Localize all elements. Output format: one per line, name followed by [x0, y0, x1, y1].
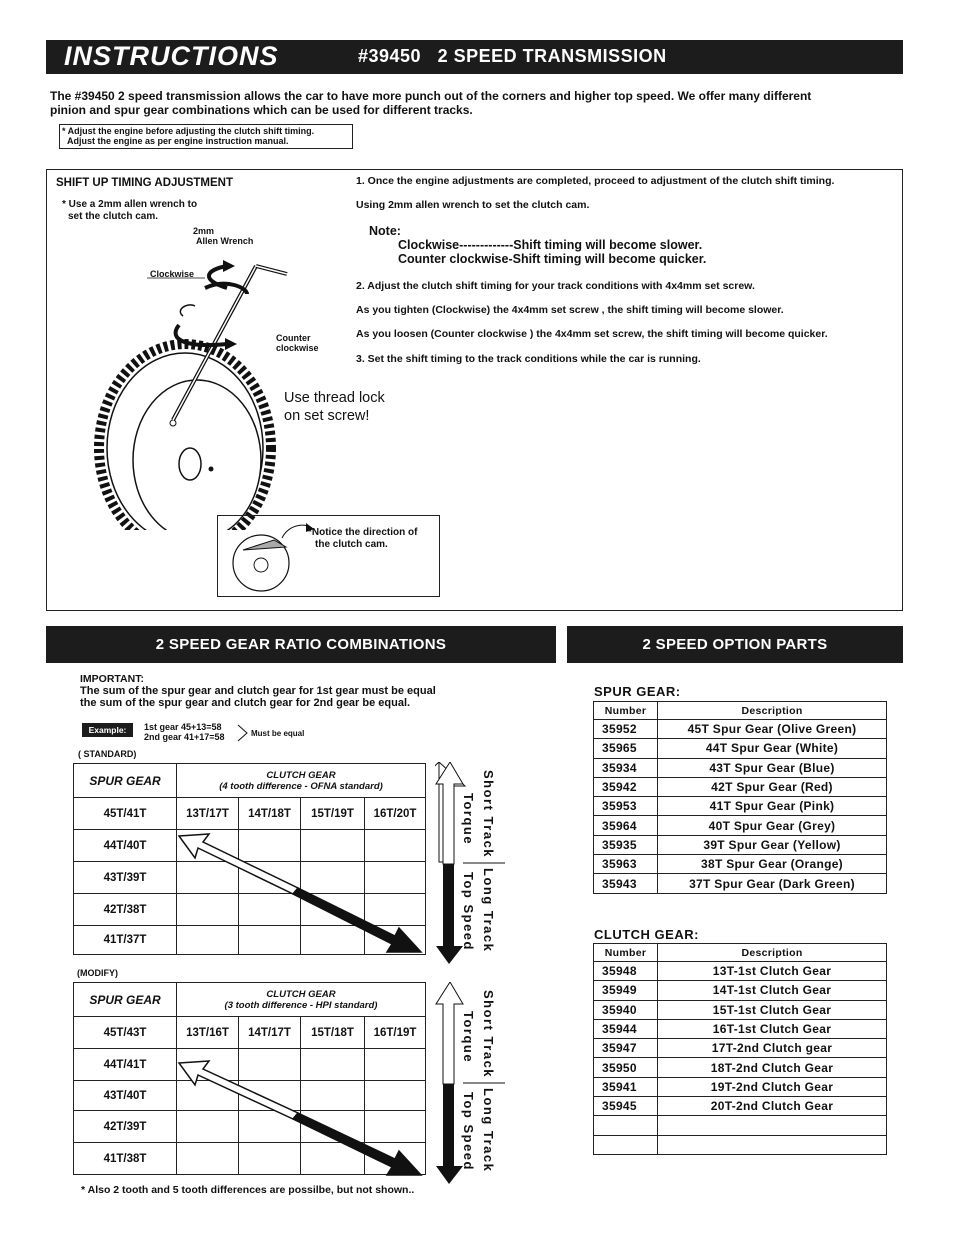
step-2c: As you loosen (Counter clockwise ) the 4x4mm set screw, the shift timing will become quicker. [356, 328, 828, 340]
col-description: Description [658, 944, 887, 962]
notice-line-2: the clutch cam. [315, 539, 388, 550]
must-be-equal: Must be equal [251, 729, 305, 738]
parts-row [594, 1097, 887, 1116]
page-subtitle: #39450 2 SPEED TRANSMISSION [358, 46, 667, 66]
parts-row [594, 797, 887, 816]
wrench-note-1: * Use a 2mm allen wrench to [62, 199, 198, 210]
shift-heading: SHIFT UP TIMING ADJUSTMENT [56, 177, 233, 189]
standard-label: ( STANDARD) [78, 749, 137, 759]
engine-note-box [59, 124, 353, 149]
part-description: 42T Spur Gear (Red) [658, 777, 887, 796]
thread-lock-line-2: on set screw! [284, 408, 370, 424]
wrench-note-2: set the clutch cam. [68, 211, 159, 222]
part-description [658, 1135, 887, 1154]
intro-line-1: The #39450 2 speed transmission allows the car to have more punch out of the corners and higher top speed. We offer many different [50, 89, 812, 103]
spur-gear-header: SPUR GEAR [74, 764, 177, 798]
footnote: * Also 2 tooth and 5 tooth differences are possilbe, but not shown.. [81, 1184, 415, 1196]
parts-row [594, 981, 887, 1000]
parts-row [594, 758, 887, 777]
parts-row [594, 1077, 887, 1096]
part-description: 41T Spur Gear (Pink) [658, 797, 887, 816]
part-number: 35950 [594, 1058, 658, 1077]
part-number: 35952 [594, 720, 658, 739]
col-number: Number [594, 944, 658, 962]
top-speed-label: Top Speed [461, 1092, 476, 1171]
label-counter-clockwise: clockwise [276, 343, 319, 353]
spur-gear-title: SPUR GEAR: [594, 684, 681, 699]
important-line-2: the sum of the spur gear and clutch gear for 2nd gear be equal. [80, 697, 411, 709]
important-label: IMPORTANT: [80, 673, 144, 685]
spur-cell: 43T/39T [74, 862, 177, 894]
note-clockwise: Clockwise-------------Shift timing will become slower. [398, 238, 703, 252]
part-description: 15T-1st Clutch Gear [658, 1000, 887, 1019]
part-number [594, 1116, 658, 1135]
short-track-label: Short Track [481, 770, 496, 859]
spur-cell: 42T/39T [74, 1111, 177, 1143]
clutch-cell: 14T/17T [239, 1017, 301, 1049]
part-number: 35940 [594, 1000, 658, 1019]
page-title: INSTRUCTIONS [64, 41, 279, 71]
spur-cell: 41T/37T [74, 926, 177, 955]
ratio-section-bar: 2 SPEED GEAR RATIO COMBINATIONS [46, 626, 556, 663]
counter-clockwise-arrow-icon [176, 305, 237, 350]
part-description: 13T-1st Clutch Gear [658, 962, 887, 981]
parts-row [594, 855, 887, 874]
clutch-gear-title: CLUTCH GEAR: [594, 927, 699, 942]
part-number [594, 1135, 658, 1154]
clutch-cell: 13T/17T [177, 798, 239, 830]
part-number: 35942 [594, 777, 658, 796]
clutch-gear-header: CLUTCH GEAR (3 tooth difference - HPI standard) [177, 983, 426, 1017]
part-number: 35941 [594, 1077, 658, 1096]
part-description [658, 1116, 887, 1135]
label-2mm: 2mm [193, 226, 215, 236]
part-description: 43T Spur Gear (Blue) [658, 758, 887, 777]
step-2b: As you tighten (Clockwise) the 4x4mm set screw , the shift timing will become slower. [356, 304, 784, 316]
part-description: 14T-1st Clutch Gear [658, 981, 887, 1000]
part-description: 39T Spur Gear (Yellow) [658, 835, 887, 854]
intro-line-2: pinion and spur gear combinations which can be used for different tracks. [50, 103, 473, 117]
parts-row [594, 720, 887, 739]
clutch-cell: 16T/20T [365, 798, 426, 830]
part-number: 35953 [594, 797, 658, 816]
torque-label: Torque [461, 1011, 476, 1064]
label-counter: Counter [276, 333, 311, 343]
part-description: 44T Spur Gear (White) [658, 739, 887, 758]
part-description: 40T Spur Gear (Grey) [658, 816, 887, 835]
spur-cell: 44T/41T [74, 1049, 177, 1081]
part-description: 17T-2nd Clutch gear [658, 1039, 887, 1058]
part-number: 35948 [594, 962, 658, 981]
part-number: 35935 [594, 835, 658, 854]
parts-row [594, 1019, 887, 1038]
note-label: Note: [369, 224, 401, 238]
spur-cell: 45T/43T [74, 1017, 177, 1049]
thread-lock-line-1: Use thread lock [284, 390, 385, 406]
part-description: 18T-2nd Clutch Gear [658, 1058, 887, 1077]
parts-row [594, 777, 887, 796]
modify-label: (MODIFY) [77, 968, 118, 978]
parts-row [594, 835, 887, 854]
part-number: 35964 [594, 816, 658, 835]
shift-timing-panel [46, 169, 903, 611]
part-number: 35934 [594, 758, 658, 777]
step-1b: Using 2mm allen wrench to set the clutch cam. [356, 199, 590, 211]
clutch-cell: 16T/19T [365, 1017, 426, 1049]
step-2: 2. Adjust the clutch shift timing for your track conditions with 4x4mm set screw. [356, 280, 755, 292]
parts-row [594, 1058, 887, 1077]
clutch-gear-header: CLUTCH GEAR (4 tooth difference - OFNA standard) [177, 764, 426, 798]
spur-cell: 44T/40T [74, 830, 177, 862]
clutch-cell: 15T/19T [301, 798, 365, 830]
spur-cell: 41T/38T [74, 1143, 177, 1175]
parts-row [594, 962, 887, 981]
spur-gear-header: SPUR GEAR [74, 983, 177, 1017]
spur-cell: 42T/38T [74, 894, 177, 926]
part-number: 35965 [594, 739, 658, 758]
parts-row [594, 1116, 887, 1135]
parts-row [594, 739, 887, 758]
options-section-bar: 2 SPEED OPTION PARTS [567, 626, 903, 663]
engine-note-line-2: Adjust the engine as per engine instruction manual. [67, 136, 289, 146]
important-line-1: The sum of the spur gear and clutch gear for 1st gear must be equal [80, 685, 436, 697]
long-track-label: Long Track [481, 1088, 496, 1173]
col-description: Description [658, 702, 887, 720]
part-description: 37T Spur Gear (Dark Green) [658, 874, 887, 893]
bracket-chevron-icon [237, 724, 249, 742]
clutch-cam-detail-box [217, 515, 440, 597]
example-badge: Example: [82, 723, 133, 737]
parts-row [594, 816, 887, 835]
clutch-cell: 13T/16T [177, 1017, 239, 1049]
spur-cell: 43T/40T [74, 1081, 177, 1111]
part-description: 16T-1st Clutch Gear [658, 1019, 887, 1038]
torque-to-speed-arrow-icon [173, 1055, 428, 1180]
step-3: 3. Set the shift timing to the track conditions while the car is running. [356, 353, 701, 365]
engine-note-line-1: * Adjust the engine before adjusting the clutch shift timing. [62, 126, 315, 136]
part-description: 20T-2nd Clutch Gear [658, 1097, 887, 1116]
spur-gear-table [593, 701, 887, 894]
parts-row [594, 874, 887, 893]
example-line-2: 2nd gear 41+17=58 [144, 732, 225, 742]
note-counter-clockwise: Counter clockwise-Shift timing will become quicker. [398, 252, 707, 266]
clutch-gear-table [593, 943, 887, 1155]
clutch-cell: 15T/18T [301, 1017, 365, 1049]
part-description: 38T Spur Gear (Orange) [658, 855, 887, 874]
spur-cell: 45T/41T [74, 798, 177, 830]
label-allen-wrench: Allen Wrench [196, 236, 254, 246]
part-description: 45T Spur Gear (Olive Green) [658, 720, 887, 739]
part-description: 19T-2nd Clutch Gear [658, 1077, 887, 1096]
part-number: 35963 [594, 855, 658, 874]
part-number: 35943 [594, 874, 658, 893]
header-bar [46, 40, 903, 74]
long-track-label: Long Track [481, 868, 496, 953]
part-number: 35945 [594, 1097, 658, 1116]
part-number: 35947 [594, 1039, 658, 1058]
step-1: 1. Once the engine adjustments are completed, proceed to adjustment of the clutch shift timing. [356, 175, 835, 187]
example-line-1: 1st gear 45+13=58 [144, 722, 222, 732]
top-speed-label: Top Speed [461, 872, 476, 951]
parts-row [594, 1135, 887, 1154]
col-number: Number [594, 702, 658, 720]
torque-label: Torque [461, 793, 476, 846]
parts-row [594, 1000, 887, 1019]
clutch-cell: 14T/18T [239, 798, 301, 830]
short-track-label: Short Track [481, 990, 496, 1079]
clutch-gear-wheel [99, 344, 271, 530]
part-number: 35944 [594, 1019, 658, 1038]
part-number: 35949 [594, 981, 658, 1000]
parts-row [594, 1039, 887, 1058]
notice-line-1: *Notice the direction of [308, 527, 418, 538]
torque-to-speed-arrow-icon [173, 828, 428, 958]
label-clockwise: Clockwise [150, 269, 195, 279]
clockwise-arrow-icon [205, 260, 247, 294]
